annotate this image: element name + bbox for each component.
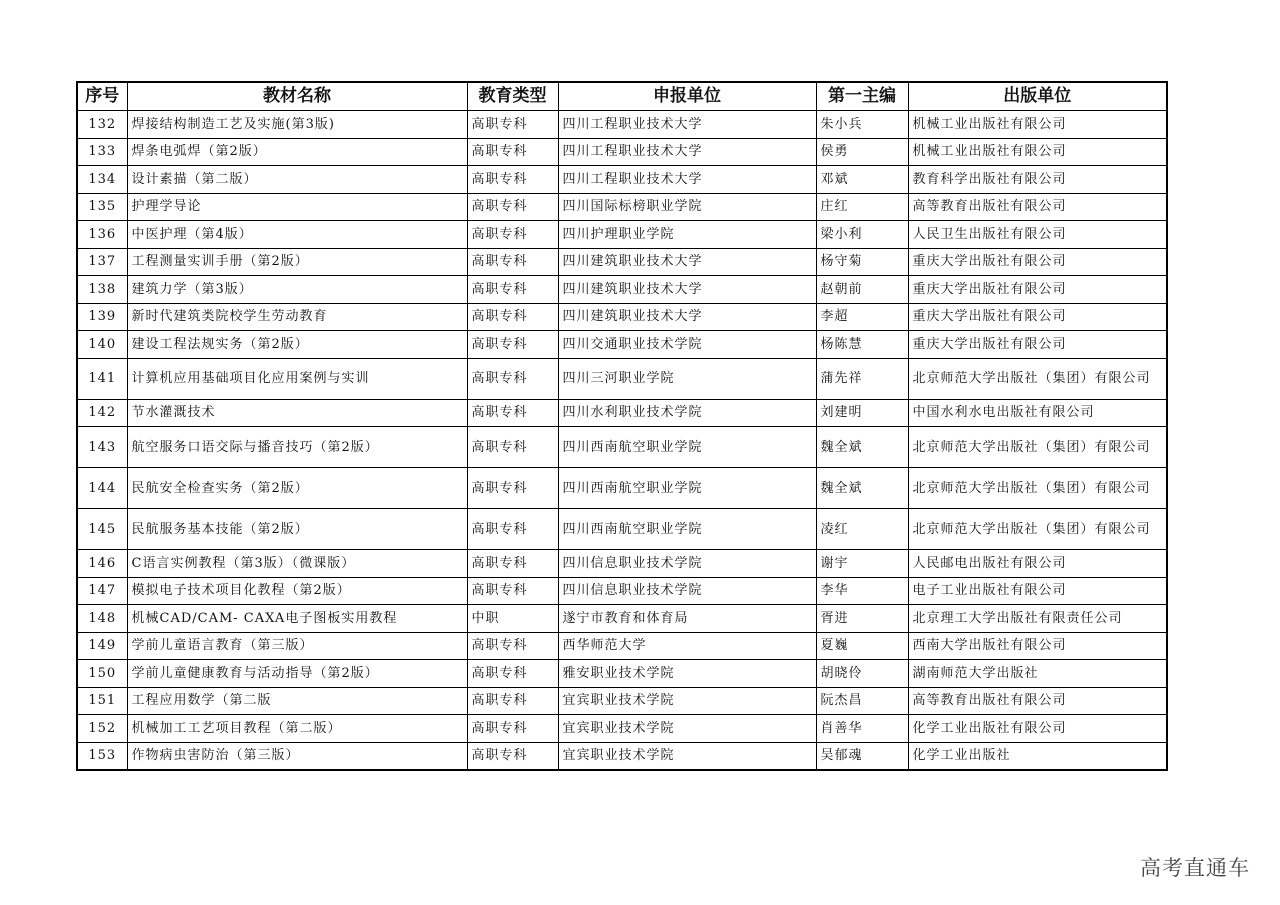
cell-unit: 西华师范大学 <box>558 632 816 660</box>
cell-no: 151 <box>77 687 127 715</box>
cell-title: 学前儿童语言教育（第三版） <box>127 632 467 660</box>
cell-publisher: 教育科学出版社有限公司 <box>908 166 1167 194</box>
cell-title: 工程测量实训手册（第2版） <box>127 248 467 276</box>
cell-publisher: 化学工业出版社有限公司 <box>908 715 1167 743</box>
cell-type: 高职专科 <box>467 193 558 221</box>
cell-no: 135 <box>77 193 127 221</box>
cell-editor: 魏全斌 <box>816 427 908 468</box>
cell-title: 建筑力学（第3版） <box>127 276 467 304</box>
cell-title: 新时代建筑类院校学生劳动教育 <box>127 303 467 331</box>
cell-publisher: 电子工业出版社有限公司 <box>908 577 1167 605</box>
header-title: 教材名称 <box>127 82 467 111</box>
cell-publisher: 高等教育出版社有限公司 <box>908 193 1167 221</box>
cell-unit: 宜宾职业技术学院 <box>558 687 816 715</box>
cell-unit: 四川信息职业技术学院 <box>558 577 816 605</box>
cell-publisher: 湖南师范大学出版社 <box>908 660 1167 688</box>
table-header-row <box>77 82 1167 111</box>
header-no: 序号 <box>77 82 127 111</box>
cell-publisher: 中国水利水电出版社有限公司 <box>908 399 1167 427</box>
cell-type: 高职专科 <box>467 468 558 509</box>
cell-unit: 四川建筑职业技术大学 <box>558 248 816 276</box>
cell-title: 工程应用数学（第二版 <box>127 687 467 715</box>
cell-unit: 四川西南航空职业学院 <box>558 468 816 509</box>
cell-no: 150 <box>77 660 127 688</box>
cell-unit: 四川工程职业技术大学 <box>558 138 816 166</box>
table-row <box>77 399 1167 427</box>
cell-no: 139 <box>77 303 127 331</box>
cell-editor: 谢宇 <box>816 550 908 578</box>
cell-editor: 梁小利 <box>816 221 908 249</box>
cell-no: 143 <box>77 427 127 468</box>
cell-type: 高职专科 <box>467 303 558 331</box>
cell-type: 高职专科 <box>467 166 558 194</box>
table-row <box>77 331 1167 359</box>
cell-no: 153 <box>77 742 127 770</box>
cell-unit: 四川西南航空职业学院 <box>558 427 816 468</box>
cell-editor: 赵朝前 <box>816 276 908 304</box>
cell-editor: 魏全斌 <box>816 468 908 509</box>
table-row <box>77 660 1167 688</box>
cell-type: 高职专科 <box>467 577 558 605</box>
cell-unit: 雅安职业技术学院 <box>558 660 816 688</box>
cell-title: 计算机应用基础项目化应用案例与实训 <box>127 358 467 399</box>
cell-unit: 四川工程职业技术大学 <box>558 111 816 139</box>
cell-unit: 四川水利职业技术学院 <box>558 399 816 427</box>
cell-publisher: 人民邮电出版社有限公司 <box>908 550 1167 578</box>
cell-no: 142 <box>77 399 127 427</box>
cell-no: 147 <box>77 577 127 605</box>
table-row <box>77 468 1167 509</box>
cell-type: 高职专科 <box>467 660 558 688</box>
cell-type: 高职专科 <box>467 427 558 468</box>
cell-unit: 四川建筑职业技术大学 <box>558 276 816 304</box>
cell-type: 高职专科 <box>467 399 558 427</box>
cell-editor: 胥进 <box>816 605 908 633</box>
cell-editor: 李华 <box>816 577 908 605</box>
table-row <box>77 687 1167 715</box>
cell-unit: 四川西南航空职业学院 <box>558 509 816 550</box>
cell-title: 学前儿童健康教育与活动指导（第2版） <box>127 660 467 688</box>
cell-editor: 肖善华 <box>816 715 908 743</box>
cell-no: 132 <box>77 111 127 139</box>
cell-title: 机械CAD/CAM- CAXA电子图板实用教程 <box>127 605 467 633</box>
cell-editor: 胡晓伶 <box>816 660 908 688</box>
table-row <box>77 509 1167 550</box>
cell-publisher: 重庆大学出版社有限公司 <box>908 303 1167 331</box>
cell-no: 144 <box>77 468 127 509</box>
cell-unit: 四川国际标榜职业学院 <box>558 193 816 221</box>
cell-title: 节水灌溉技术 <box>127 399 467 427</box>
cell-title: 设计素描（第二版） <box>127 166 467 194</box>
cell-editor: 凌红 <box>816 509 908 550</box>
cell-no: 148 <box>77 605 127 633</box>
cell-type: 高职专科 <box>467 632 558 660</box>
cell-unit: 四川三河职业学院 <box>558 358 816 399</box>
cell-title: 护理学导论 <box>127 193 467 221</box>
cell-type: 高职专科 <box>467 331 558 359</box>
table-row <box>77 248 1167 276</box>
cell-publisher: 重庆大学出版社有限公司 <box>908 248 1167 276</box>
table-row <box>77 632 1167 660</box>
cell-type: 高职专科 <box>467 248 558 276</box>
cell-title: 焊条电弧焊（第2版） <box>127 138 467 166</box>
cell-publisher: 北京理工大学出版社有限责任公司 <box>908 605 1167 633</box>
cell-publisher: 北京师范大学出版社（集团）有限公司 <box>908 468 1167 509</box>
cell-title: 民航安全检查实务（第2版） <box>127 468 467 509</box>
cell-type: 高职专科 <box>467 276 558 304</box>
cell-publisher: 化学工业出版社 <box>908 742 1167 770</box>
cell-type: 高职专科 <box>467 742 558 770</box>
cell-no: 137 <box>77 248 127 276</box>
cell-no: 134 <box>77 166 127 194</box>
cell-publisher: 北京师范大学出版社（集团）有限公司 <box>908 427 1167 468</box>
cell-title: 民航服务基本技能（第2版） <box>127 509 467 550</box>
table-row <box>77 303 1167 331</box>
cell-type: 高职专科 <box>467 358 558 399</box>
cell-publisher: 西南大学出版社有限公司 <box>908 632 1167 660</box>
cell-editor: 李超 <box>816 303 908 331</box>
cell-publisher: 北京师范大学出版社（集团）有限公司 <box>908 509 1167 550</box>
cell-unit: 四川护理职业学院 <box>558 221 816 249</box>
table-row <box>77 221 1167 249</box>
cell-publisher: 重庆大学出版社有限公司 <box>908 276 1167 304</box>
table-row <box>77 742 1167 770</box>
table-row <box>77 550 1167 578</box>
cell-unit: 宜宾职业技术学院 <box>558 715 816 743</box>
table-row <box>77 358 1167 399</box>
header-type: 教育类型 <box>467 82 558 111</box>
cell-type: 中职 <box>467 605 558 633</box>
watermark: 高考直通车 <box>1140 856 1250 880</box>
cell-editor: 刘建明 <box>816 399 908 427</box>
cell-unit: 四川交通职业技术学院 <box>558 331 816 359</box>
cell-unit: 四川建筑职业技术大学 <box>558 303 816 331</box>
cell-editor: 蒲先祥 <box>816 358 908 399</box>
cell-editor: 庄红 <box>816 193 908 221</box>
table-row <box>77 111 1167 139</box>
table-row <box>77 427 1167 468</box>
table-row <box>77 193 1167 221</box>
cell-title: 焊接结构制造工艺及实施(第3版) <box>127 111 467 139</box>
cell-title: 作物病虫害防治（第三版） <box>127 742 467 770</box>
table-row <box>77 577 1167 605</box>
cell-no: 145 <box>77 509 127 550</box>
cell-type: 高职专科 <box>467 509 558 550</box>
cell-no: 152 <box>77 715 127 743</box>
header-editor: 第一主编 <box>816 82 908 111</box>
cell-no: 149 <box>77 632 127 660</box>
cell-no: 136 <box>77 221 127 249</box>
cell-unit: 四川信息职业技术学院 <box>558 550 816 578</box>
table-row <box>77 605 1167 633</box>
cell-unit: 四川工程职业技术大学 <box>558 166 816 194</box>
textbook-table <box>76 81 1168 771</box>
cell-editor: 夏巍 <box>816 632 908 660</box>
cell-editor: 杨陈慧 <box>816 331 908 359</box>
cell-title: C语言实例教程（第3版）（微课版） <box>127 550 467 578</box>
cell-publisher: 重庆大学出版社有限公司 <box>908 331 1167 359</box>
cell-editor: 朱小兵 <box>816 111 908 139</box>
cell-no: 133 <box>77 138 127 166</box>
cell-publisher: 高等教育出版社有限公司 <box>908 687 1167 715</box>
cell-title: 中医护理（第4版） <box>127 221 467 249</box>
cell-title: 建设工程法规实务（第2版） <box>127 331 467 359</box>
table-row <box>77 166 1167 194</box>
header-unit: 申报单位 <box>558 82 816 111</box>
cell-publisher: 机械工业出版社有限公司 <box>908 111 1167 139</box>
table-row <box>77 715 1167 743</box>
cell-editor: 侯勇 <box>816 138 908 166</box>
cell-type: 高职专科 <box>467 715 558 743</box>
cell-editor: 杨守菊 <box>816 248 908 276</box>
cell-publisher: 人民卫生出版社有限公司 <box>908 221 1167 249</box>
cell-publisher: 机械工业出版社有限公司 <box>908 138 1167 166</box>
cell-no: 138 <box>77 276 127 304</box>
cell-type: 高职专科 <box>467 111 558 139</box>
cell-type: 高职专科 <box>467 221 558 249</box>
cell-title: 模拟电子技术项目化教程（第2版） <box>127 577 467 605</box>
cell-no: 146 <box>77 550 127 578</box>
cell-editor: 阮杰昌 <box>816 687 908 715</box>
cell-title: 航空服务口语交际与播音技巧（第2版） <box>127 427 467 468</box>
cell-no: 141 <box>77 358 127 399</box>
cell-unit: 遂宁市教育和体育局 <box>558 605 816 633</box>
table-row <box>77 138 1167 166</box>
header-publisher: 出版单位 <box>908 82 1167 111</box>
cell-editor: 吴郁魂 <box>816 742 908 770</box>
cell-title: 机械加工工艺项目教程（第二版） <box>127 715 467 743</box>
cell-editor: 邓斌 <box>816 166 908 194</box>
table-body <box>77 111 1167 771</box>
cell-type: 高职专科 <box>467 550 558 578</box>
cell-type: 高职专科 <box>467 687 558 715</box>
cell-type: 高职专科 <box>467 138 558 166</box>
cell-no: 140 <box>77 331 127 359</box>
cell-publisher: 北京师范大学出版社（集团）有限公司 <box>908 358 1167 399</box>
table-row <box>77 276 1167 304</box>
cell-unit: 宜宾职业技术学院 <box>558 742 816 770</box>
